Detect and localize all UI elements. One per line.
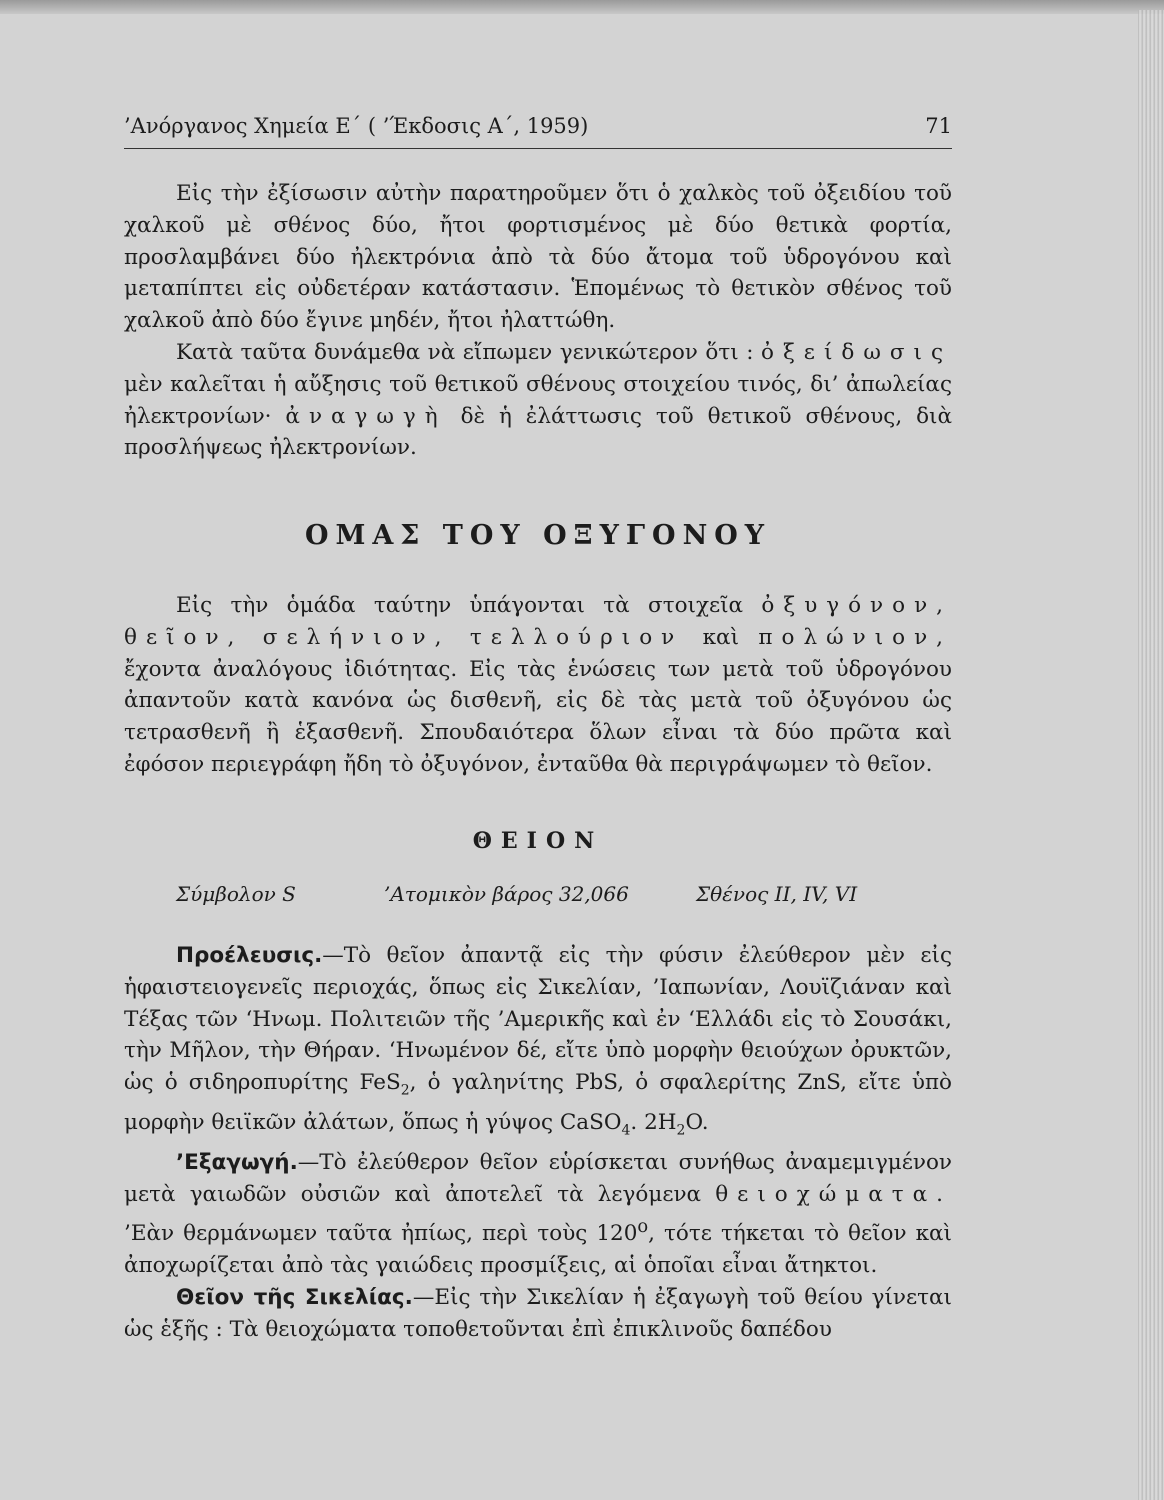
section-text [124,590,952,781]
element-polonium: πολώνιον, [758,624,952,650]
formula-gypsum: CaSO$_4$. $2H_2O$. [559,1110,709,1139]
formula-pbs: PbS [575,1070,618,1096]
page-number: 71 [925,114,952,138]
term-oxidation: ὀξείδωσις [761,339,952,365]
symbol-label: Σύμβολον S [176,882,296,906]
formula-fes2: FeS$_2$ [359,1070,410,1099]
running-header [124,108,952,149]
intro-paragraph-2: Κατὰ ταῦτα δυνάμεθα νὰ εἴπωμεν γενικώτερον ὅτι : ὀξείδωσις μὲν καλεῖται ἡ αὔξησις τοῦ θετικοῦ σθένους στοιχείου τινός, δι’ ἀπωλείας ἠλεκτρονίων· ἀναγωγὴ δὲ ἡ ἐλάττωσις τοῦ θετικοῦ σθένους, διὰ προσλήψεως ἠλεκτρονίων. [124,339,952,461]
element-sulfur: θεῖον, [124,624,244,650]
intro-paragraph-1: Εἰς τὴν ἐξίσωσιν αὐτὴν παρατηροῦμεν ὅτι ὁ χαλκὸς τοῦ ὀξειδίου τοῦ χαλκοῦ μὲ σθένος δύο, ἤτοι φορτισμένος μὲ δύο θετικὰ φορτία, προσλαμβάνει δύο ἠλεκτρόνια ἀπὸ τὰ δύο ἄτομα τοῦ ὑδρογόνου καὶ μεταπίπτει εἰς οὐδετέραν κατάστασιν. Ἑπομένως τὸ θετικὸν σθένος τοῦ χαλκοῦ ἀπὸ δύο ἔγινε μηδέν, ἤτοι ἠλαττώθη. [124,181,952,334]
running-title: ’Ανόργανος Χημεία Ε΄ ( ’Έκδοσις Α΄, 1959) [124,114,589,138]
intro-text [124,178,952,464]
export-paragraph: ’Εξαγωγή.—Τὸ ἐλεύθερον θεῖον εὑρίσκεται συνήθως ἀναμεμιγμένον μετὰ γαιωδῶν οὐσιῶν καὶ ἀποτελεῖ τὰ λεγόμενα θειοχώματα. ’Εὰν θερμάνωμεν ταῦτα ἠπίως, περὶ τοὺς $120^o$, τότε τήκεται τὸ θεῖον καὶ ἀποχωρίζεται ἀπὸ τὰς γαιώδεις προσμίξεις, αἱ ὁποῖαι εἶναι ἄτηκτοι. [124,1150,952,1278]
section-paragraph: Εἰς τὴν ὁμάδα ταύτην ὑπάγονται τὰ στοιχεῖα ὀξυγόνον, θεῖον, σελήνιον, τελλούριον καὶ πολώνιον, ἔχοντα ἀναλόγους ἰδιότητας. Εἰς τὰς ἑνώσεις των μετὰ τοῦ ὑδρογόνου ἀπαντοῦν κατὰ κανόνα ὡς δισθενῆ, εἰς δὲ τὰς μετὰ τοῦ ὀξυγόνου ὡς τετρασθενῆ ἢ ἑξασθενῆ. Σπουδαιότερα ὅλων εἶναι τὰ δύο πρῶτα καὶ ἐφόσον περιεγράφη ἤδη τὸ ὀξυγόνον, ἐνταῦθα θὰ περιγράψωμεν τὸ θεῖον. [124,593,952,777]
origin-heading: Προέλευσις. [176,943,323,968]
sicily-paragraph: Θεῖον τῆς Σικελίας.—Εἰς τὴν Σικελίαν ἡ ἐξαγωγὴ τοῦ θείου γίνεται ὡς ἑξῆς : Τὰ θειοχώματα τοποθετοῦνται ἐπὶ ἐπικλινοῦς δαπέδου [124,1284,952,1342]
atomic-weight-label: ’Ατομικὸν βάρος 32,066 [384,882,629,906]
origin-paragraph: Προέλευσις.—Τὸ θεῖον ἀπαντᾷ εἰς τὴν φύσιν ἐλεύθερον μὲν εἰς ἡφαιστειογενεῖς περιοχάς, ὅπως εἰς Σικελίαν, ’Ιαπωνίαν, Λουϊζιάναν καὶ Τέξας τῶν ‘Ηνωμ. Πολιτειῶν τῆς ’Αμερικῆς καὶ ἐν ‘Ελλάδι εἰς τὸ Σουσάκι, τὴν Μῆλον, τὴν Θήραν. ‘Ηνωμένον δέ, εἴτε ὑπὸ μορφὴν θειούχων ὀρυκτῶν, ὡς ὁ σιδηροπυρίτης FeS$_2$, ὁ γαληνίτης PbS, ὁ σφαλερίτης ZnS, εἴτε ὑπὸ μορφὴν θειϊκῶν ἀλάτων, ὅπως ἡ γύψος CaSO$_4$. $2H_2O$. [124,943,952,1139]
section-title: ΟΜΑΣ ΤΟΥ ΟΞΥΓΟΝΟΥ [304,520,772,551]
term-reduction: ἀναγωγὴ [285,403,447,429]
sulfur-text [124,940,952,1345]
valence-label: Σθένος II, IV, VI [696,882,858,906]
element-tellurium: τελλούριον [469,624,684,650]
sicily-heading: Θεῖον τῆς Σικελίας. [176,1284,413,1310]
element-oxygen: ὀξυγόνον, [761,593,952,618]
element-selenium: σελήνιον, [262,624,451,650]
formula-zns: ZnS [797,1070,841,1096]
sulfur-title: ΘΕΙΟΝ [472,828,604,854]
term-sulfur-earths: θειοχώματα. [715,1182,952,1208]
page-top-edge [0,0,1164,14]
export-heading: ’Εξαγωγή. [176,1150,298,1176]
page-stack-edge [1138,10,1164,1500]
